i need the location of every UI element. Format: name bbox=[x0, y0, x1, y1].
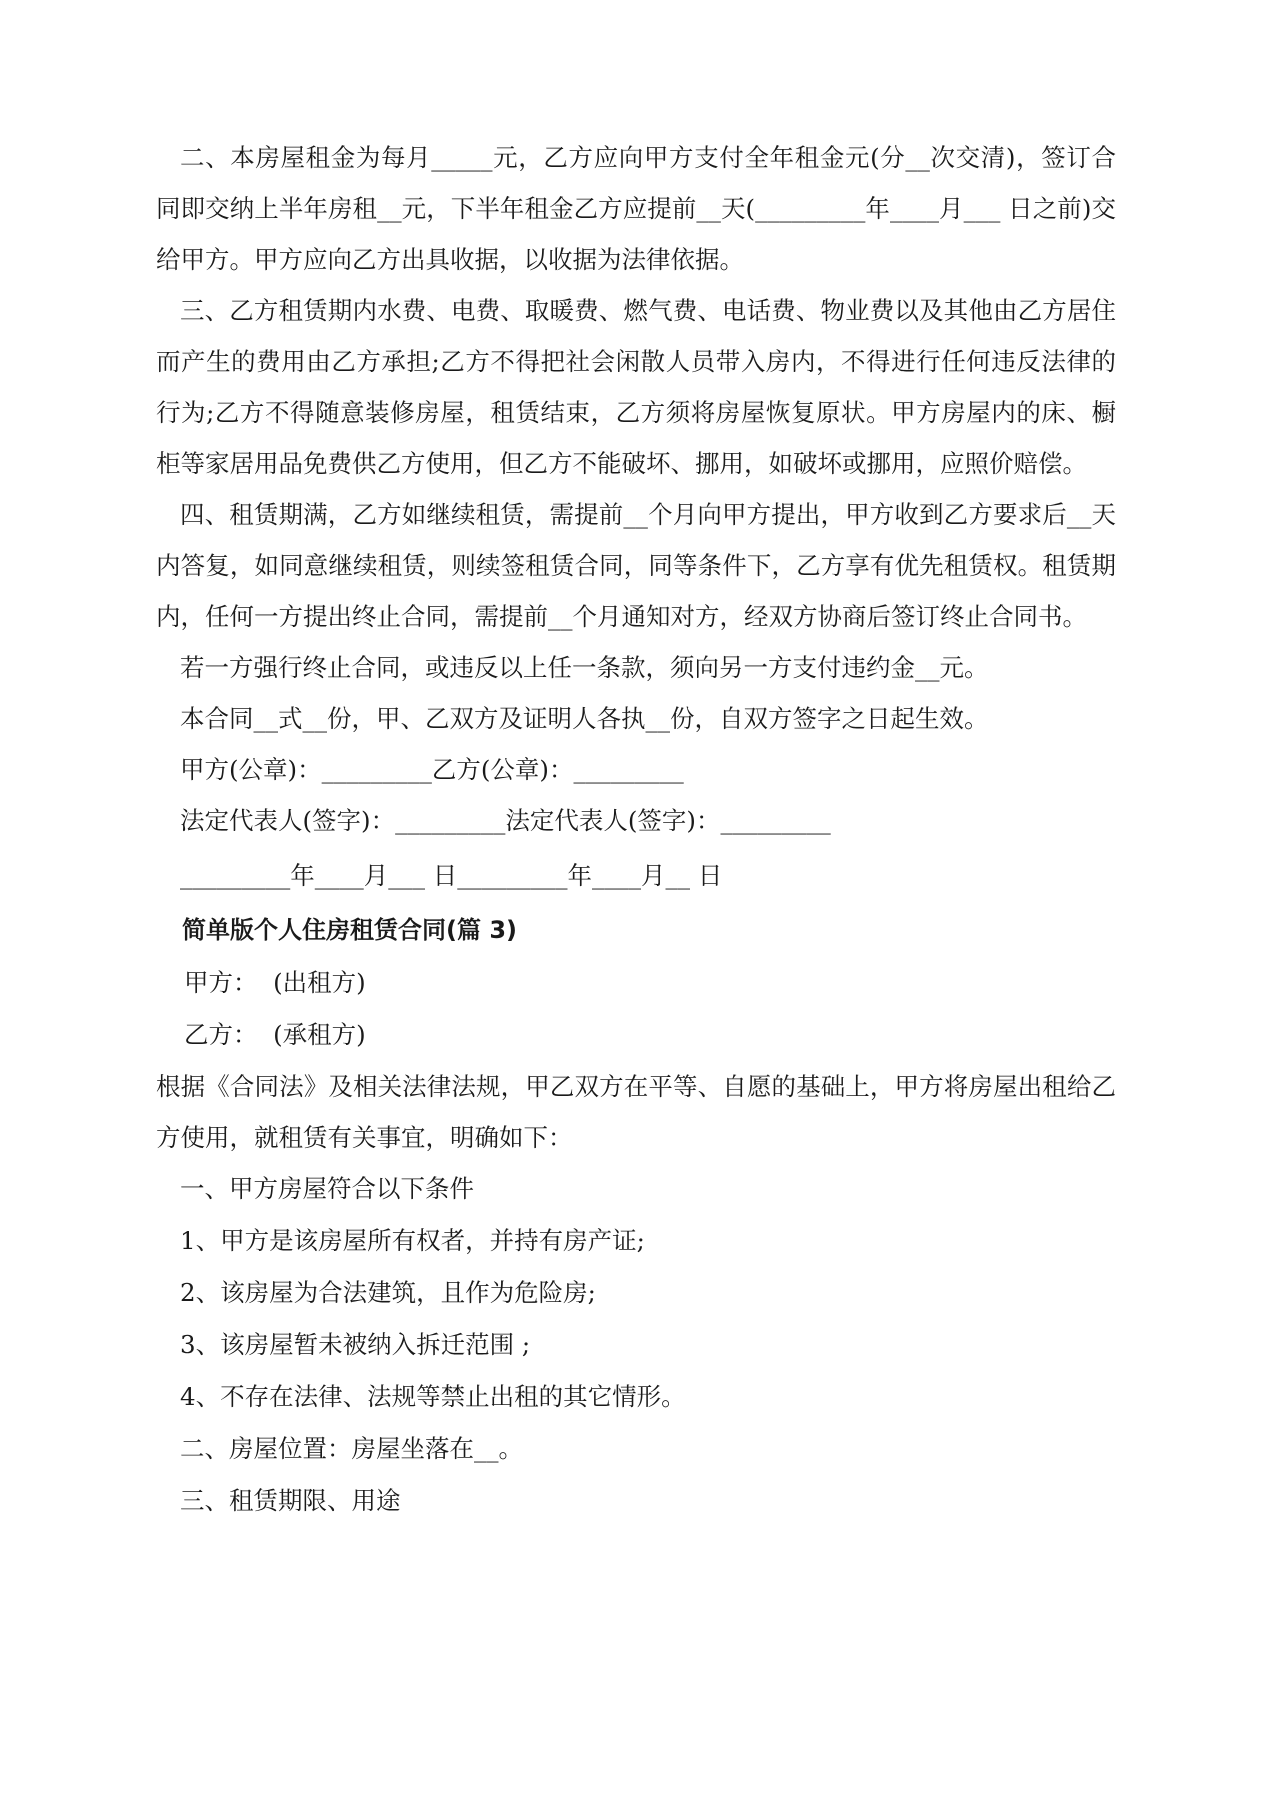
clause-3-title: 三、租赁期限、用途 bbox=[180, 1486, 401, 1515]
signature-representative-line: 法定代表人(签字)：_________法定代表人(签字)：_________ bbox=[180, 806, 831, 835]
signature-date-line: _________年____月___ 日_________年____月__ 日 bbox=[180, 861, 723, 890]
clause-1-item: 4、不存在法律、法规等禁止出租的其它情形。 bbox=[180, 1382, 686, 1411]
fees-clause-paragraph: 三、乙方租赁期内水费、电费、取暖费、燃气费、电话费、物业费以及其他由乙方居住而产生的费用由乙方承担;乙方不得把社会闲散人员带入房内，不得进行任何违反法律的行为;乙方不得随意装修房屋，租赁结束，乙方须将房屋恢复原状。甲方房屋内的床、橱柜等家居用品免费供乙方使用，但乙方不能破坏、挪用，如破坏或挪用，应照价赔偿。 bbox=[156, 296, 1116, 478]
clause-1-item: 2、该房屋为合法建筑，且作为危险房; bbox=[180, 1278, 596, 1307]
copies-clause-line: 本合同__式__份，甲、乙双方及证明人各执__份，自双方签字之日起生效。 bbox=[180, 704, 989, 733]
clause-2-line: 二、房屋位置：房屋坐落在__。 bbox=[180, 1434, 523, 1463]
document-body bbox=[156, 132, 1116, 1527]
clause-1-item: 3、该房屋暂未被纳入拆迁范围 ; bbox=[180, 1330, 531, 1359]
rent-clause-paragraph: 二、本房屋租金为每月_____元，乙方应向甲方支付全年租金元(分__次交清)，签订合同即交纳上半年房租__元，下半年租金乙方应提前__天(_________年____月___ 日之前)交给甲方。甲方应向乙方出具收据，以收据为法律依据。 bbox=[156, 143, 1116, 274]
party-b-line: 乙方： (承租方) bbox=[184, 1020, 366, 1049]
clause-1-title: 一、甲方房屋符合以下条件 bbox=[180, 1174, 474, 1203]
clause-1-item: 1、甲方是该房屋所有权者，并持有房产证; bbox=[180, 1226, 645, 1255]
signature-seal-line: 甲方(公章)：_________乙方(公章)：_________ bbox=[180, 755, 684, 784]
renewal-clause-paragraph: 四、租赁期满，乙方如继续租赁，需提前__个月向甲方提出，甲方收到乙方要求后__天内答复，如同意继续租赁，则续签租赁合同，同等条件下，乙方享有优先租赁权。租赁期内，任何一方提出终止合同，需提前__个月通知对方，经双方协商后签订终止合同书。 bbox=[156, 500, 1116, 631]
breach-clause-line: 若一方强行终止合同，或违反以上任一条款，须向另一方支付违约金__元。 bbox=[180, 653, 989, 682]
party-a-line: 甲方： (出租方) bbox=[184, 968, 366, 997]
contract-3-title: 简单版个人住房租赁合同(篇 3) bbox=[182, 916, 517, 944]
preamble-paragraph: 根据《合同法》及相关法律法规，甲乙双方在平等、自愿的基础上，甲方将房屋出租给乙方使用，就租赁有关事宜，明确如下： bbox=[156, 1072, 1116, 1152]
